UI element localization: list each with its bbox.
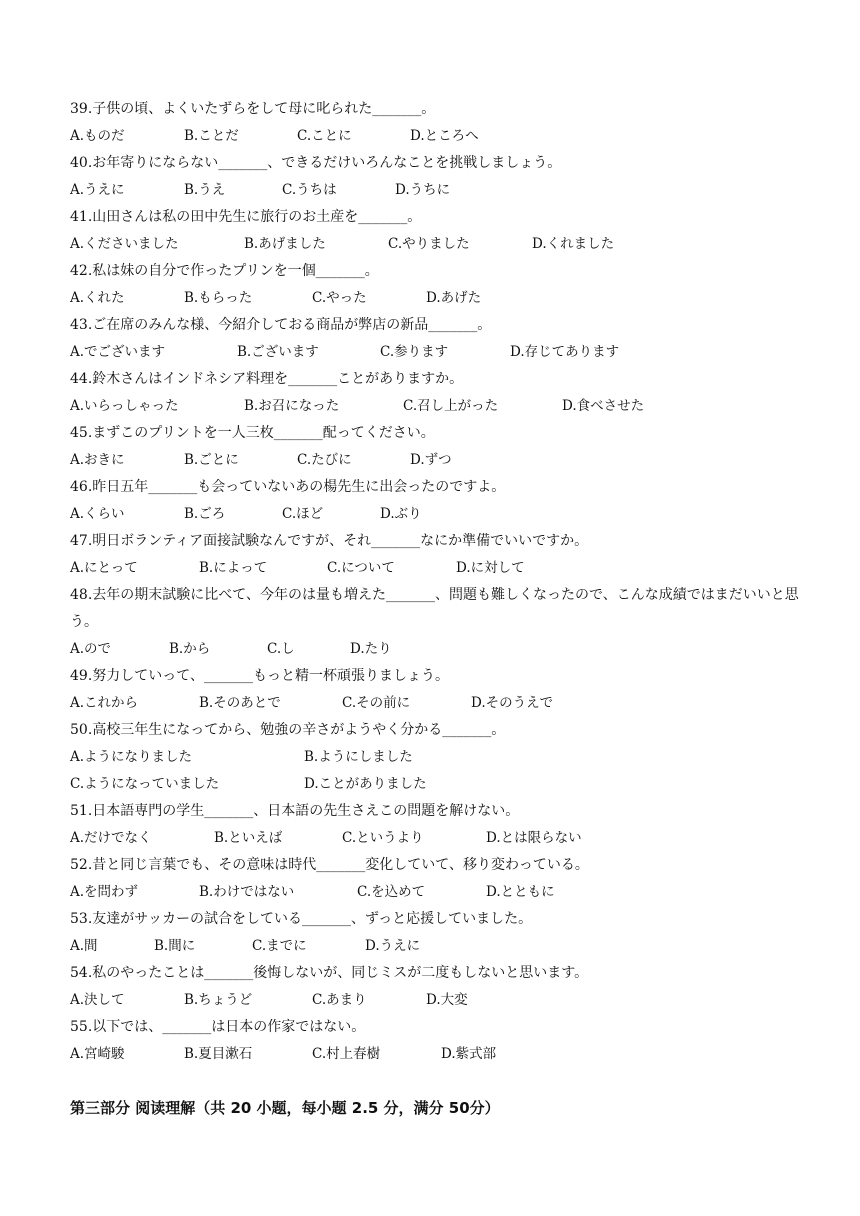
question-39: 39.子供の頃、よくいたずらをして母に叱られた_______。: [70, 101, 436, 117]
option-a: A.決して: [70, 992, 125, 1008]
option-d: D.そのうえで: [471, 695, 554, 711]
option-d: D.紫式部: [441, 1046, 497, 1062]
option-a: A.くれた: [70, 290, 125, 306]
option-d: D.食べさせた: [562, 398, 645, 414]
question-54: 54.私のやったことは_______後悔しないが、同じミスが二度もしないと思います。: [70, 965, 589, 981]
question-51: 51.日本語専門の学生_______、日本語の先生さえこの問題を解けない。: [70, 803, 520, 819]
option-d: D.とは限らない: [486, 830, 582, 846]
options-55: [70, 1041, 800, 1068]
question-45: 45.まずこのプリントを一人三枚_______配ってください。: [70, 425, 435, 441]
options-48: [70, 636, 800, 663]
question-42: 42.私は妹の自分で作ったプリンを一個_______。: [70, 263, 379, 279]
options-44: [70, 393, 800, 420]
question-40: 40.お年寄りにならない_______、できるだけいろんなことを挑戦しましょう。: [70, 155, 562, 171]
option-d: D.存じてあります: [510, 344, 620, 360]
option-a: A.ので: [70, 641, 112, 657]
options-47: [70, 555, 800, 582]
options-53: [70, 933, 800, 960]
option-b: B.ごとに: [184, 452, 239, 468]
option-d: D.うえに: [365, 938, 421, 954]
option-c: C.召し上がった: [403, 398, 499, 414]
option-d: D.とともに: [486, 884, 555, 900]
option-a: A.これから: [70, 695, 139, 711]
option-b: B.わけではない: [199, 884, 295, 900]
question-41: 41.山田さんは私の田中先生に旅行のお土産を_______。: [70, 209, 422, 225]
option-d: D.大変: [426, 992, 468, 1008]
option-d: D.に対して: [456, 560, 525, 576]
option-c: C.について: [327, 560, 395, 576]
options-46: [70, 501, 800, 528]
option-a: A.うえに: [70, 182, 125, 198]
option-a: A.にとって: [70, 560, 138, 576]
question-list: [70, 96, 800, 1068]
option-a: A.おきに: [70, 452, 125, 468]
option-d: D.ことがありました: [304, 776, 427, 792]
option-d: D.ところへ: [410, 128, 479, 144]
option-b: B.そのあとで: [199, 695, 281, 711]
option-c: C.あまり: [312, 992, 367, 1008]
option-b: B.ようにしました: [304, 749, 413, 765]
option-a: A.間: [70, 938, 98, 954]
question-46: 46.昨日五年_______も会っていないあの楊先生に出会ったのですよ。: [70, 479, 506, 495]
option-a: A.宮崎駿: [70, 1046, 125, 1062]
option-a: A.でございます: [70, 344, 166, 360]
option-c: C.までに: [252, 938, 307, 954]
option-d: D.くれました: [532, 236, 615, 252]
question-48: 48.去年の期末試験に比べて、今年のは量も増えた_______、問題も難しくなったので、こんな成績ではまだいいと思う。: [70, 587, 799, 630]
option-c: C.たびに: [297, 452, 352, 468]
option-b: B.ございます: [237, 344, 319, 360]
options-49: [70, 690, 800, 717]
option-d: D.うちに: [395, 182, 451, 198]
option-b: B.によって: [199, 560, 268, 576]
question-50: 50.高校三年生になってから、勉強の辛さがようやく分かる_______。: [70, 722, 506, 738]
option-a: A.いらっしゃった: [70, 398, 179, 414]
option-d: D.あげた: [426, 290, 482, 306]
option-b: B.お召になった: [244, 398, 340, 414]
option-c: C.ほど: [282, 506, 324, 522]
option-a: A.くださいました: [70, 236, 179, 252]
option-c: C.ようになっていました: [70, 776, 220, 792]
options-52: [70, 879, 800, 906]
options-50-row1: [70, 744, 800, 771]
option-b: B.ちょうど: [184, 992, 253, 1008]
option-b: B.もらった: [184, 290, 253, 306]
option-b: B.あげました: [244, 236, 326, 252]
option-d: D.ぶり: [380, 506, 422, 522]
question-44: 44.鈴木さんはインドネシア料理を_______ことがありますか。: [70, 371, 464, 387]
option-a: A.だけでなく: [70, 830, 152, 846]
option-b: B.といえば: [214, 830, 283, 846]
question-53: 53.友達がサッカーの試合をしている_______、ずっと応援していました。: [70, 911, 533, 927]
options-54: [70, 987, 800, 1014]
option-a: A.を問わず: [70, 884, 139, 900]
options-41: [70, 231, 800, 258]
options-43: [70, 339, 800, 366]
option-b: B.うえ: [184, 182, 226, 198]
question-52: 52.昔と同じ言葉でも、その意味は時代_______変化していて、移り変わっている。: [70, 857, 589, 873]
options-40: [70, 177, 800, 204]
option-b: B.から: [169, 641, 211, 657]
option-b: B.間に: [154, 938, 196, 954]
question-43: 43.ご在席のみんな様、今紹介しておる商品が弊店の新品_______。: [70, 317, 492, 333]
option-b: B.夏目漱石: [184, 1046, 253, 1062]
option-c: C.うちは: [282, 182, 337, 198]
options-45: [70, 447, 800, 474]
option-b: B.ことだ: [184, 128, 239, 144]
question-49: 49.努力していって、_______もっと精一杯頑張りましょう。: [70, 668, 449, 684]
option-d: D.ずつ: [410, 452, 452, 468]
option-a: A.ものだ: [70, 128, 125, 144]
option-c: C.というより: [342, 830, 424, 846]
option-d: D.たり: [350, 641, 392, 657]
options-50-row2: [70, 771, 800, 798]
option-c: C.村上春樹: [312, 1046, 381, 1062]
option-c: C.を込めて: [357, 884, 426, 900]
options-42: [70, 285, 800, 312]
option-c: C.その前に: [342, 695, 411, 711]
options-51: [70, 825, 800, 852]
option-c: C.し: [267, 641, 295, 657]
option-a: A.ようになりました: [70, 749, 193, 765]
option-c: C.やった: [312, 290, 367, 306]
section-title: 第三部分 阅读理解（共 20 小题，每小题 2.5 分，满分 50分）: [70, 1099, 500, 1117]
option-c: C.参ります: [380, 344, 449, 360]
question-55: 55.以下では、_______は日本の作家ではない。: [70, 1019, 366, 1035]
option-c: C.ことに: [297, 128, 352, 144]
question-47: 47.明日ボランティア面接試験なんですが、それ_______なにか準備でいいですか。: [70, 533, 589, 549]
option-c: C.やりました: [388, 236, 470, 252]
option-a: A.くらい: [70, 506, 125, 522]
options-39: [70, 123, 800, 150]
option-b: B.ごろ: [184, 506, 226, 522]
